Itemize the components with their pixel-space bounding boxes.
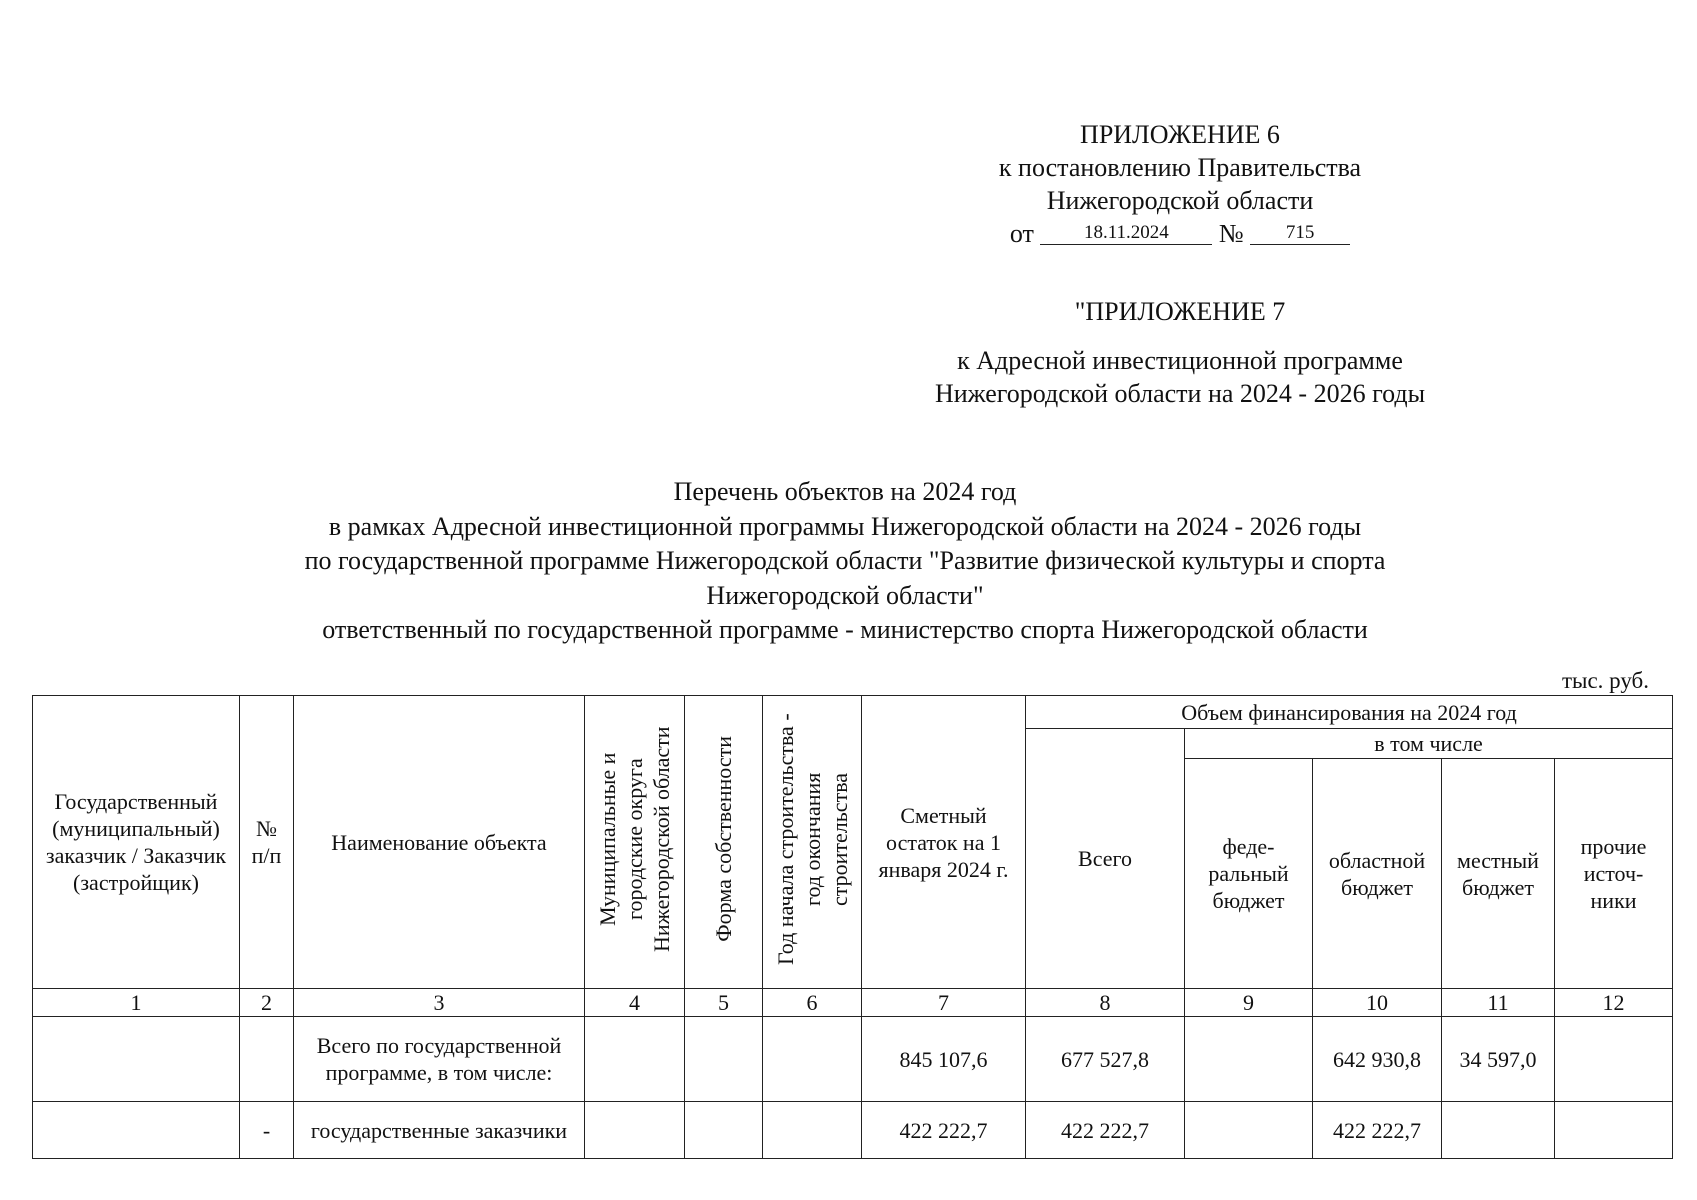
- document-heading: [90, 475, 1600, 648]
- heading-line-4: Нижегородской области": [706, 580, 984, 610]
- annex-6-line-1: к постановлению Правительства: [998, 153, 1362, 182]
- column-number: 9: [1185, 989, 1313, 1017]
- cell-object-name: Всего по государственной программе, в том числе:: [294, 1017, 585, 1102]
- from-label: от: [1009, 219, 1034, 248]
- cell-customer: [33, 1102, 240, 1159]
- annex-7-block: [860, 344, 1500, 410]
- header-remaining: Сметный остаток на 1 января 2024 г.: [862, 696, 1026, 989]
- cell-local: 34 597,0: [1442, 1017, 1555, 1102]
- header-row-1: [33, 696, 1673, 729]
- annex-7-title: "ПРИЛОЖЕНИЕ 7: [1074, 297, 1286, 326]
- header-object-name: Наименование объекта: [294, 696, 585, 989]
- annex-6-line-2: Нижегородской области: [1046, 186, 1314, 215]
- objects-table: [32, 695, 1673, 1159]
- column-number-row: [33, 989, 1673, 1017]
- cell-customer: [33, 1017, 240, 1102]
- annex-7-title-block: [860, 295, 1500, 328]
- cell-num: -: [240, 1102, 294, 1159]
- column-number: 1: [33, 989, 240, 1017]
- cell-regional: 422 222,7: [1313, 1102, 1442, 1159]
- annex-6-date-line: [900, 217, 1460, 250]
- heading-line-1: Перечень объектов на 2024 год: [673, 477, 1017, 506]
- column-number: 4: [585, 989, 685, 1017]
- header-financing: Объем финансирования на 2024 год: [1026, 696, 1673, 729]
- table-row: [33, 1102, 1673, 1159]
- cell-other: [1555, 1102, 1673, 1159]
- cell-municipality: [585, 1017, 685, 1102]
- cell-federal: [1185, 1017, 1313, 1102]
- cell-local: [1442, 1102, 1555, 1159]
- column-number: 10: [1313, 989, 1442, 1017]
- header-including: в том числе: [1185, 729, 1673, 759]
- heading-line-5: ответственный по государственной программе - министерство спорта Нижегородской области: [322, 615, 1368, 644]
- cell-federal: [1185, 1102, 1313, 1159]
- cell-remaining: 422 222,7: [862, 1102, 1026, 1159]
- decree-date: 18.11.2024: [1040, 222, 1212, 245]
- column-number: 12: [1555, 989, 1673, 1017]
- header-customer: Государственный (муниципальный) заказчик / Заказчик (застройщик): [33, 696, 240, 989]
- column-number: 3: [294, 989, 585, 1017]
- cell-object-name: государственные заказчики: [294, 1102, 585, 1159]
- header-ownership: [685, 696, 763, 989]
- header-regional: областной бюджет: [1313, 759, 1442, 989]
- heading-line-3: по государственной программе Нижегородской области "Развитие физической культуры и спорта: [304, 546, 1386, 575]
- cell-years: [763, 1102, 862, 1159]
- cell-municipality: [585, 1102, 685, 1159]
- header-municipality: [585, 696, 685, 989]
- heading-line-2: в рамках Адресной инвестиционной программы Нижегородской области на 2024 - 2026 годы: [328, 511, 1362, 541]
- cell-num: [240, 1017, 294, 1102]
- header-years-text: Год начала строительства - год окончания строительства: [772, 713, 852, 965]
- header-local: местный бюджет: [1442, 759, 1555, 989]
- header-federal: феде-ральный бюджет: [1185, 759, 1313, 989]
- cell-other: [1555, 1017, 1673, 1102]
- column-number: 5: [685, 989, 763, 1017]
- header-years: [763, 696, 862, 989]
- cell-ownership: [685, 1017, 763, 1102]
- cell-regional: 642 930,8: [1313, 1017, 1442, 1102]
- annex-7-line-2: Нижегородской области на 2024 - 2026 годы: [934, 379, 1426, 408]
- column-number: 2: [240, 989, 294, 1017]
- header-other: прочие источ-ники: [1555, 759, 1673, 989]
- header-num: № п/п: [240, 696, 294, 989]
- column-number: 8: [1026, 989, 1185, 1017]
- cell-years: [763, 1017, 862, 1102]
- decree-number: 715: [1250, 222, 1350, 245]
- number-label: №: [1218, 219, 1244, 248]
- cell-total: 422 222,7: [1026, 1102, 1185, 1159]
- header-municipality-text: Муниципальные и городские округа Нижегородской области: [595, 726, 674, 952]
- table-row: [33, 1017, 1673, 1102]
- annex-6-block: [900, 118, 1460, 250]
- unit-label: тыс. руб.: [1561, 668, 1649, 693]
- cell-total: 677 527,8: [1026, 1017, 1185, 1102]
- annex-7-line-1: к Адресной инвестиционной программе: [957, 346, 1403, 375]
- column-number: 6: [763, 989, 862, 1017]
- column-number: 7: [862, 989, 1026, 1017]
- cell-ownership: [685, 1102, 763, 1159]
- cell-remaining: 845 107,6: [862, 1017, 1026, 1102]
- annex-6-title: ПРИЛОЖЕНИЕ 6: [1080, 120, 1280, 149]
- header-total: Всего: [1026, 729, 1185, 989]
- header-ownership-text: Форма собственности: [711, 736, 736, 942]
- column-number: 11: [1442, 989, 1555, 1017]
